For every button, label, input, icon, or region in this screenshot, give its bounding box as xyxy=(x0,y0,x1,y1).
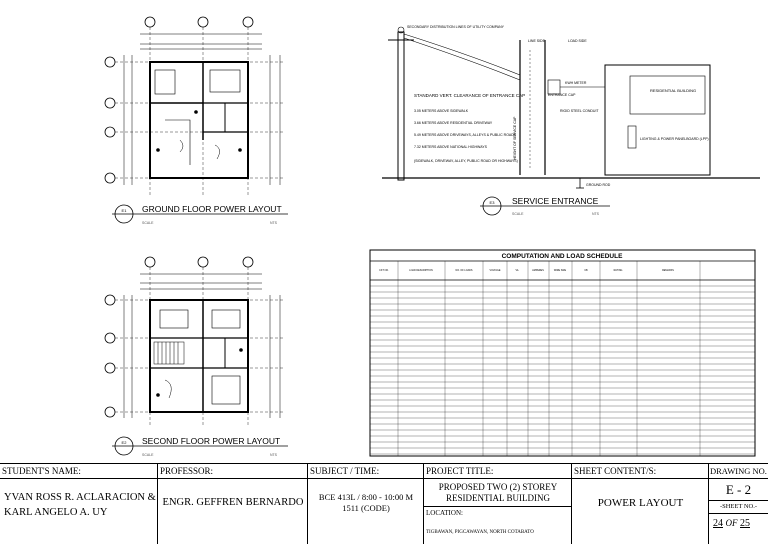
professor-cell xyxy=(158,464,308,544)
ground-floor-nts: NTS xyxy=(270,221,277,225)
second-floor-title: SECOND FLOOR POWER LAYOUT xyxy=(142,436,281,446)
clearance-1: 3.05 METERS ABOVE SIDEWALK xyxy=(414,109,469,113)
residential-label: RESIDENTIAL BUILDING xyxy=(650,88,697,93)
schedule-header: NO. OF LOADS xyxy=(455,269,473,272)
ground-rod-label: GROUND ROD xyxy=(586,183,611,187)
schedule-header: AMPERES xyxy=(532,269,544,272)
second-floor-label xyxy=(112,436,288,457)
clearance-4: 7.32 METERS ABOVE NATIONAL HIGHWAYS xyxy=(414,145,487,149)
subject-label: SUBJECT / TIME: xyxy=(310,466,380,476)
service-entrance-text xyxy=(407,25,709,187)
line-side-label: LINE SIDE xyxy=(528,39,545,43)
project-label: PROJECT TITLE: xyxy=(426,466,494,476)
drawing-label: DRAWING NO. xyxy=(710,466,767,476)
service-entrance-diagram xyxy=(382,27,760,188)
clearance-5: (SIDEWALK, DRIVEWAY, ALLEY, PUBLIC ROAD OR HIGHWAYS) xyxy=(414,159,518,163)
location-value: TIGBAWAN, PIGCAWAYAN, NORTH COTABATO xyxy=(426,530,534,535)
schedule-title: COMPUTATION AND LOAD SCHEDULE xyxy=(501,253,623,260)
subject-value-1: BCE 413L / 8:00 - 10:00 M xyxy=(318,492,414,502)
ground-floor-scale: SCALE xyxy=(142,221,154,225)
ground-floor-plan xyxy=(105,17,285,195)
professor-label: PROFESSOR: xyxy=(160,466,214,476)
student-cell xyxy=(0,464,158,544)
kwh-meter-label: KWH METER xyxy=(565,81,587,85)
content-value: POWER LAYOUT xyxy=(597,497,684,509)
entrance-cap-label: ENTRANCE CAP xyxy=(548,93,576,97)
ground-floor-label xyxy=(112,204,288,225)
sheet-num: 24 xyxy=(713,518,723,529)
service-title: SERVICE ENTRANCE xyxy=(512,196,599,206)
title-block xyxy=(0,463,768,544)
service-entrance-label xyxy=(480,196,610,216)
student-value: YVAN ROSS R. ACLARACION & KARL ANGELO A. UY xyxy=(4,492,156,518)
professor-value: ENGR. GEFFREN BERNARDO xyxy=(162,497,304,508)
utility-note: SECONDARY DISTRIBUTION LINES OF UTILITY COMPANY xyxy=(407,25,504,29)
height-label: HEIGHT OF SERVICE CAP xyxy=(513,116,517,160)
service-nts: NTS xyxy=(592,212,599,216)
drawing-value: E - 2 xyxy=(725,482,752,497)
load-schedule-table xyxy=(370,250,755,456)
load-side-label: LOAD SIDE xyxy=(568,39,587,43)
schedule-header: LOAD DESCRIPTION xyxy=(409,269,433,272)
project-value-1: PROPOSED TWO (2) STOREY xyxy=(438,482,558,492)
sheet-number xyxy=(713,518,750,529)
schedule-header: VOLTAGE xyxy=(489,269,501,272)
sheet-label: -SHEET NO.- xyxy=(719,503,758,510)
project-value-2: RESIDENTIAL BUILDING xyxy=(446,493,550,503)
rigid-conduit-label: RIGID STEEL CONDUIT xyxy=(560,109,599,113)
second-floor-nts: NTS xyxy=(270,453,277,457)
service-scale: SCALE xyxy=(512,212,524,216)
second-floor-number: E2 xyxy=(121,440,127,445)
subject-value-2: 1511 (CODE) xyxy=(342,503,390,513)
schedule-header: WIRE SIZE xyxy=(553,269,567,272)
clearance-3: 5.49 METERS ABOVE DRIVEWAYS, ALLEYS & PUBLIC ROADS xyxy=(414,133,517,137)
schedule-header: VA xyxy=(515,269,519,272)
schedule-header: CKT NO. xyxy=(379,269,389,272)
location-label: LOCATION: xyxy=(426,509,463,517)
second-floor-scale: SCALE xyxy=(142,453,154,457)
schedule-header: CB xyxy=(584,269,588,272)
service-number: E3 xyxy=(489,200,495,205)
second-floor-plan xyxy=(105,257,285,425)
content-label: SHEET CONTENT/S: xyxy=(574,466,657,476)
project-cell xyxy=(424,464,572,544)
drawing-cell xyxy=(709,464,768,544)
sheet-total: 25 xyxy=(740,518,750,529)
content-cell xyxy=(572,464,709,544)
sheet-of: OF xyxy=(725,518,738,528)
schedule-header: REMARKS xyxy=(662,269,674,272)
clearance-2: 3.66 METERS ABOVE RESIDENTIAL DRIVEWAY xyxy=(414,121,493,125)
ground-floor-number: E1 xyxy=(121,208,127,213)
ground-floor-title: GROUND FLOOR POWER LAYOUT xyxy=(142,204,282,214)
clearance-title: STANDARD VERT. CLEARANCE OF ENTRANCE CAP xyxy=(414,93,526,98)
student-label: STUDENT'S NAME: xyxy=(2,466,81,476)
schedule-header: RATING xyxy=(613,269,623,272)
subject-cell xyxy=(308,464,424,544)
panel-board-label: LIGHTING & POWER PANELBOARD (LPP) xyxy=(640,137,709,141)
